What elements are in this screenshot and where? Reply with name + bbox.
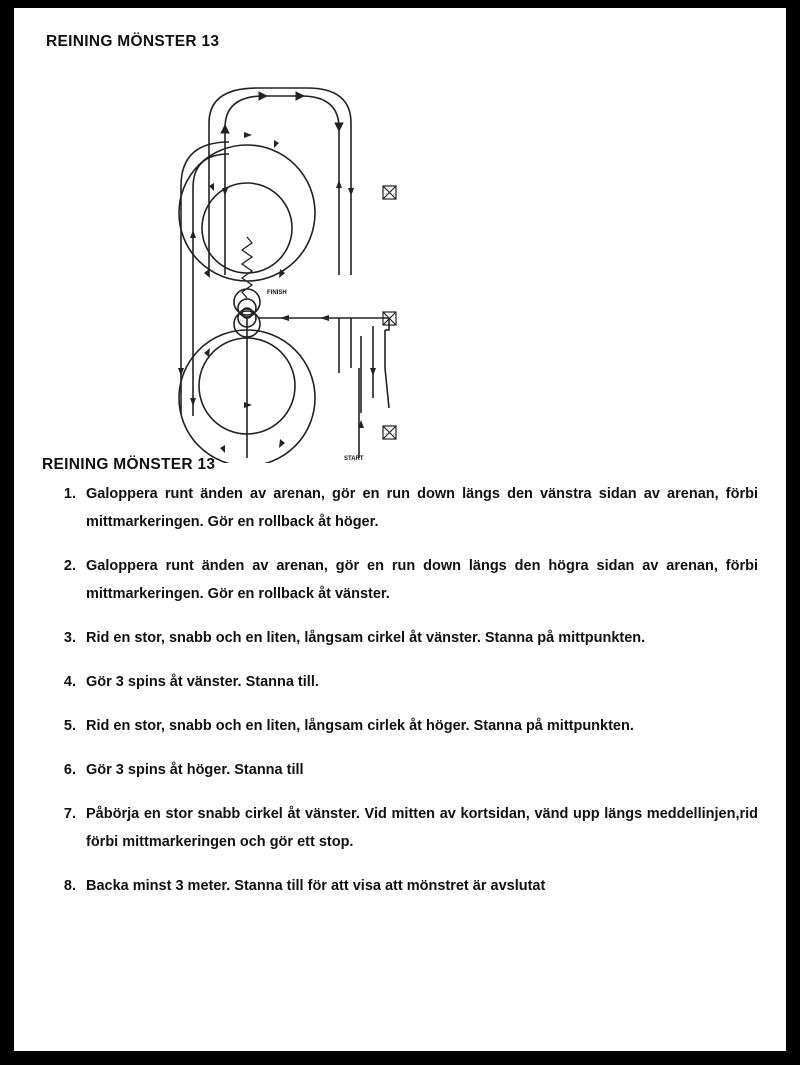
step-number: 2.: [63, 558, 76, 574]
pattern-steps-list: [42, 480, 758, 916]
list-item: [42, 872, 758, 900]
step-number: 6.: [63, 762, 76, 778]
list-item: [42, 668, 758, 696]
step-number: 8.: [63, 878, 76, 894]
list-item: [42, 800, 758, 856]
list-item: [42, 712, 758, 740]
list-item: [42, 552, 758, 608]
list-item: [42, 480, 758, 536]
step-text: Galoppera runt änden av arenan, gör en run down längs den högra sidan av arenan, förbi mittmarkeringen. Gör en rollback åt vänster.: [86, 558, 758, 602]
step-text: Backa minst 3 meter. Stanna till för att visa att mönstret är avslutat: [86, 878, 546, 894]
step-text: Gör 3 spins åt höger. Stanna till: [86, 762, 304, 778]
finish-label: FINISH: [267, 290, 287, 296]
document-page: [14, 8, 786, 1051]
page-title-bottom: REINING MÖNSTER 13: [42, 456, 216, 473]
step-text: Gör 3 spins åt vänster. Stanna till.: [86, 674, 319, 690]
step-text: Rid en stor, snabb och en liten, långsam cirkel åt vänster. Stanna på mittpunkten.: [86, 630, 646, 646]
step-number: 4.: [63, 674, 76, 690]
list-item: [42, 756, 758, 784]
step-number: 5.: [63, 718, 76, 734]
reining-pattern-diagram: [89, 68, 399, 463]
step-text: Påbörja en stor snabb cirkel åt vänster. Vid mitten av kortsidan, vänd upp längs meddellinjen,rid förbi mittmarkeringen och gör ett stop.: [86, 806, 758, 850]
start-label: START: [344, 456, 364, 462]
step-text: Rid en stor, snabb och en liten, långsam cirlek åt höger. Stanna på mittpunkten.: [86, 718, 634, 734]
step-number: 1.: [63, 486, 76, 502]
page-title-top: REINING MÖNSTER 13: [46, 33, 220, 50]
step-text: Galoppera runt änden av arenan, gör en run down längs den vänstra sidan av arenan, förbi mittmarkeringen. Gör en rollback åt höger.: [86, 486, 758, 530]
step-number: 3.: [63, 630, 76, 646]
list-item: [42, 624, 758, 652]
step-number: 7.: [63, 806, 76, 822]
